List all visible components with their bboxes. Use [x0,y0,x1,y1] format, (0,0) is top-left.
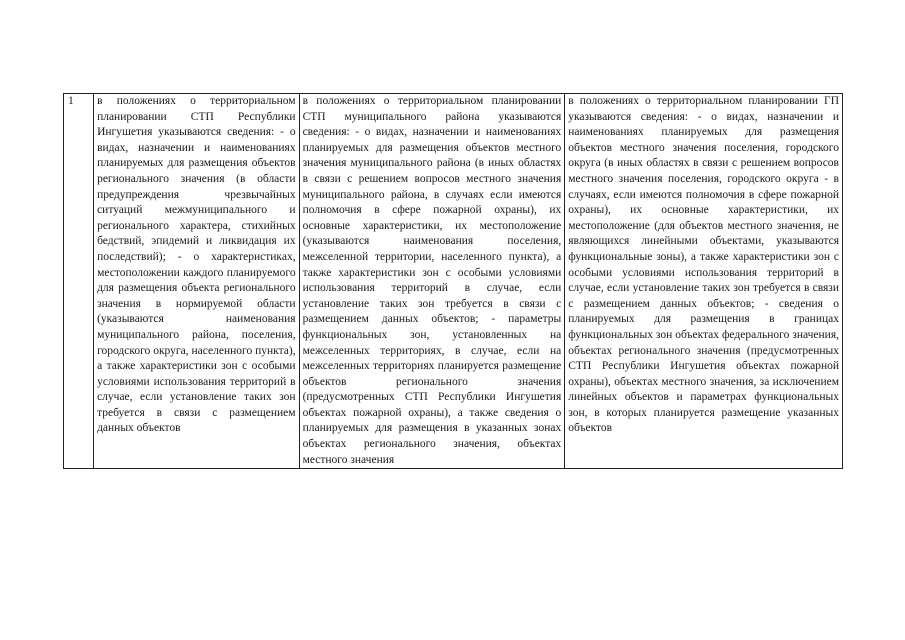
table-cell-district [299,94,565,469]
row-number: 1 [64,94,94,469]
table-cell-republic [94,94,300,469]
document-page [63,93,843,469]
requirements-table [63,93,843,469]
cell-text-general-plan: в положениях о территориальном планировании ГП указываются сведения: - о видах, назначении и наименованиях планируемых для размещения объектов местного значения поселения, городского округа (в иных областях в связи с решением вопросов местного значения поселения, городского округа - в случаях, если имеются полномочия в сфере пожарной охраны), их основные характеристики, их местоположение (для объектов местного значения, не являющихся линейными объектами, указываются функциональные зоны), а также характеристики зон с особыми условиями использования территорий в случае, если установление таких зон требуется в связи с размещением данных объектов; - сведения о планируемых для размещения в границах функциональных зон объектах федерального значения, объектах регионального значения (предусмотренных СТП Республики Ингушетия объектах пожарной охраны), объектах местного значения, за исключением линейных объектов и параметрах функциональных зон, в которых планируется размещение указанных объектов [568,95,839,435]
table-row [64,94,843,469]
cell-text-district: в положениях о территориальном планировании СТП муниципального района указываются сведения: - о видах, назначении и наименованиях планируемых для размещения объектов местного значения муниципального района (в иных областях в связи с решением вопросов местного значения муниципального района, в случаях если имеются полномочия в сфере пожарной охраны), их основные характеристики, их местоположение (указываются наименования поселения, межселенной территории, населенного пункта), а также характеристики зон с особыми условиями использования территорий в случае, если установление таких зон требуется в связи с размещением данных объектов; - параметры функциональных зон, установленных на межселенных территориях, в случае, если на межселенных территориях планируется размещение объектов регионального значения (предусмотренных СТП Республики Ингушетия объектах пожарной охраны), а также сведения о планируемых для размещения в указанных зонах объектах регионального значения, объектах местного значения [302,95,562,466]
cell-text-republic: в положениях о территориальном планировании СТП Республики Ингушетия указываются сведения: - о видах, назначении и наименованиях планируемых для размещения объектов регионального значения (в области предупреждения чрезвычайных ситуаций межмуниципального и регионального характера, стихийных бедствий, эпидемий и ликвидация их последствий); - о характеристиках, местоположении каждого планируемого для размещения объекта регионального значения в нормируемой области (указываются наименования муниципального района, поселения, городского округа, населенного пункта), а также характеристики зон с особыми условиями использования территорий в случае, если установление таких зон требуется в связи с размещением данных объектов [97,95,296,435]
table-cell-general-plan [565,94,843,469]
